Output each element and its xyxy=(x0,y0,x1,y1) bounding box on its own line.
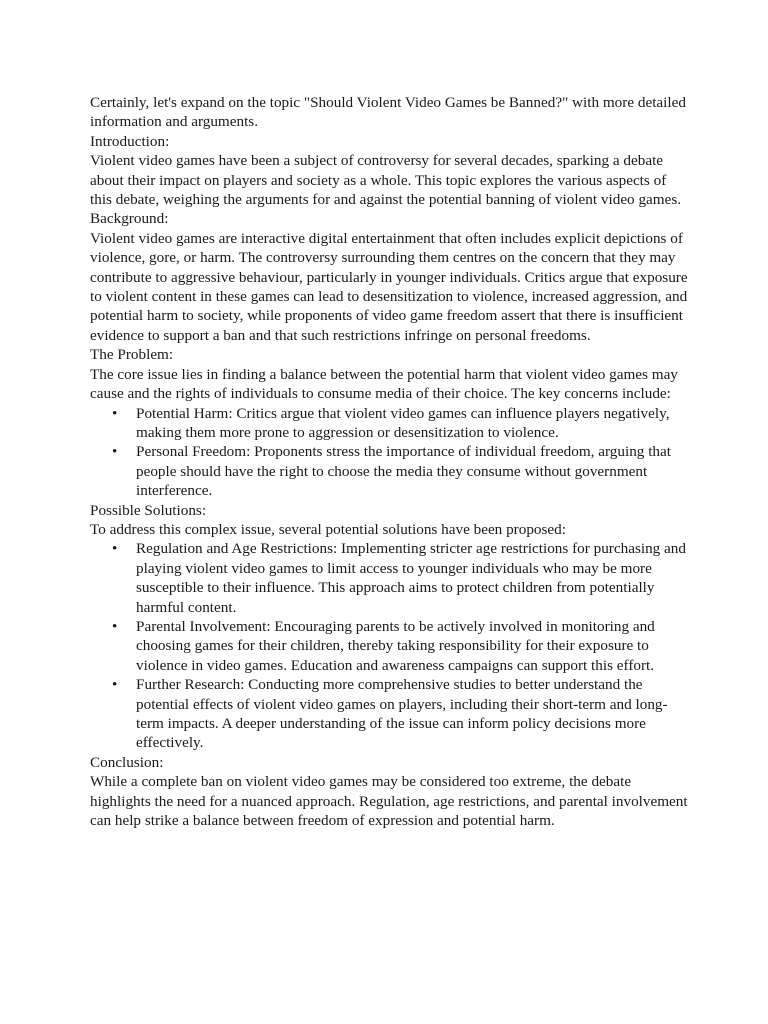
solutions-bullet-list xyxy=(90,539,690,752)
bullet-text: Parental Involvement: Encouraging parents to be actively involved in monitoring and choosing games for their children, thereby taking responsibility for their exposure to violence in video games. Education and awareness campaigns can support this effort. xyxy=(136,617,655,674)
document-page xyxy=(90,93,690,830)
solutions-body: To address this complex issue, several potential solutions have been proposed: xyxy=(90,520,566,538)
background-body: Violent video games are interactive digital entertainment that often includes explicit depictions of violence, gore, or harm. The controversy surrounding them centres on the concern that they may contribute to aggressive behaviour, particularly in younger individuals. Critics argue that exposure to violent content in these games can lead to desensitization to violence, increased aggression, and potential harm to society, while proponents of video game freedom assert that there is insufficient evidence to support a ban and that such restrictions infringe on personal freedoms. xyxy=(90,229,688,344)
conclusion-heading: Conclusion: xyxy=(90,753,164,771)
list-item xyxy=(90,404,690,443)
bullet-text: Personal Freedom: Proponents stress the importance of individual freedom, arguing that people should have the right to choose the media they consume without government interference. xyxy=(136,443,671,500)
bullet-icon: • xyxy=(112,676,118,694)
bullet-text: Further Research: Conducting more comprehensive studies to better understand the potential effects of violent video games on players, including their short-term and long-term impacts. A deeper understanding of the issue can inform policy decisions more effectively. xyxy=(136,676,668,752)
list-item xyxy=(90,539,690,617)
problem-body: The core issue lies in finding a balance between the potential harm that violent video games may cause and the rights of individuals to consume media of their choice. The key concerns include: xyxy=(90,365,678,403)
bullet-icon: • xyxy=(112,404,118,422)
list-item xyxy=(90,617,690,675)
list-item xyxy=(90,675,690,753)
intro-line: Certainly, let's expand on the topic "Should Violent Video Games be Banned?" with more detailed information and arguments. xyxy=(90,94,686,131)
conclusion-body: While a complete ban on violent video games may be considered too extreme, the debate highlights the need for a nuanced approach. Regulation, age restrictions, and parental involvement can help strike a balance between freedom of expression and potential harm. xyxy=(90,773,688,830)
problem-heading: The Problem: xyxy=(90,346,174,364)
list-item xyxy=(90,442,690,500)
introduction-heading: Introduction: xyxy=(90,132,170,150)
problem-bullet-list xyxy=(90,404,690,501)
background-heading: Background: xyxy=(90,210,169,228)
bullet-icon: • xyxy=(112,540,118,558)
solutions-heading: Possible Solutions: xyxy=(90,501,207,519)
bullet-text: Potential Harm: Critics argue that violent video games can influence players negatively, making them more prone to aggression or desensitization to violence. xyxy=(136,404,670,441)
bullet-icon: • xyxy=(112,443,118,461)
bullet-icon: • xyxy=(112,617,118,635)
bullet-text: Regulation and Age Restrictions: Implementing stricter age restrictions for purchasing and playing violent video games to limit access to younger individuals who may be more susceptible to their influence. This approach aims to protect children from potentially harmful content. xyxy=(136,540,686,616)
introduction-body: Violent video games have been a subject of controversy for several decades, sparking a debate about their impact on players and society as a whole. This topic explores the various aspects of this debate, weighing the arguments for and against the potential banning of violent video games. xyxy=(90,152,682,209)
